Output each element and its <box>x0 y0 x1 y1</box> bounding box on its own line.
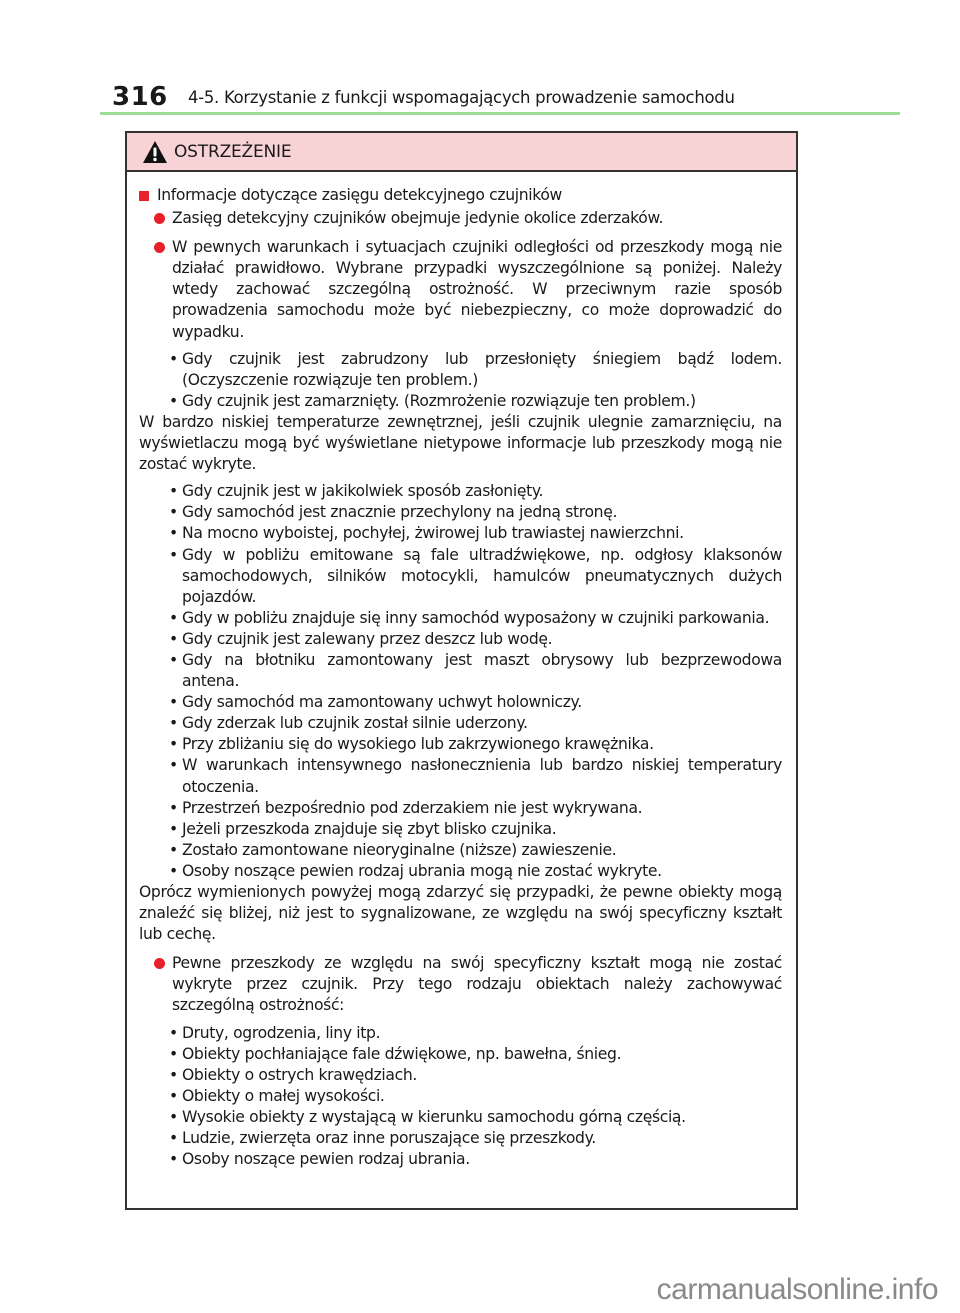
bullet-item: • Gdy zderzak lub czujnik został silnie uderzony. <box>169 714 528 733</box>
bullet-text: Osoby noszące pewien rodzaj ubrania. <box>182 1150 470 1169</box>
bullet-text: Jeżeli przeszkoda znajduje się zbyt blisko czujnika. <box>182 819 557 838</box>
bullet-item: • Druty, ogrodzenia, liny itp. <box>169 1023 381 1042</box>
bullet-item: • Przy zbliżaniu się do wysokiego lub zakrzywionego krawężnika. <box>169 735 654 754</box>
item-text: Pewne przeszkody ze względu na swój specyficzny kształt mogą nie zostać wykryte przez czujnik. Przy tego rodzaju obiektach należy zachowywać szczególną ostrożność: <box>172 954 782 1015</box>
warning-box <box>125 131 798 1210</box>
list-item <box>139 208 782 229</box>
bullet-text: Gdy samochód ma zamontowany uchwyt holowniczy. <box>182 693 582 712</box>
bullet-item: • Gdy w pobliżu znajduje się inny samochód wyposażony w czujniki parkowania. <box>169 608 770 627</box>
red-dot-icon <box>154 213 165 224</box>
bullet-text: W warunkach intensywnego nasłonecznienia lub bardzo niskiej temperatury otoczenia. <box>182 756 782 796</box>
bullet-item: • Wysokie obiekty z wystającą w kierunku samochodu górną częścią. <box>169 1107 686 1126</box>
warning-title: OSTRZEŻENIE <box>174 141 292 162</box>
bullet-item: • Jeżeli przeszkoda znajduje się zbyt blisko czujnika. <box>169 819 557 838</box>
bullet-item: • Zostało zamontowane nieoryginalne (niższe) zawieszenie. <box>169 840 617 859</box>
bullet-item: • Obiekty o ostrych krawędziach. <box>169 1065 417 1084</box>
warning-box-header <box>127 133 796 172</box>
bullet-text: Obiekty pochłaniające fale dźwiękowe, np. bawełna, śnieg. <box>182 1044 622 1063</box>
bullet-text: Przestrzeń bezpośrednio pod zderzakiem nie jest wykrywana. <box>182 798 643 817</box>
bullet-item: • Obiekty o małej wysokości. <box>169 1086 385 1105</box>
page-number: 316 <box>112 82 168 112</box>
bullet-item: • Przestrzeń bezpośrednio pod zderzakiem nie jest wykrywana. <box>169 798 643 817</box>
bullet-item: • Osoby noszące pewien rodzaj ubrania. <box>169 1150 470 1169</box>
section-title: 4-5. Korzystanie z funkcji wspomagających prowadzenie samochodu <box>188 88 735 107</box>
warning-triangle-icon <box>142 140 168 164</box>
paragraph-closer: Oprócz wymienionych powyżej mogą zdarzyć się przypadki, że pewne obiekty mogą znaleźć się bliżej, niż jest to sygnalizowane, ze względu na swój specyficzny kształt lub cechę. <box>139 883 782 944</box>
bullet-item: • Gdy czujnik jest w jakikolwiek sposób zasłonięty. <box>169 482 544 501</box>
bullet-item: • Gdy czujnik jest zalewany przez deszcz lub wodę. <box>169 629 553 648</box>
red-dot-icon <box>154 242 165 253</box>
bullet-text: Obiekty o małej wysokości. <box>182 1086 385 1105</box>
bullet-item: • Gdy czujnik jest zabrudzony lub przesłonięty śniegiem bądź lodem. (Oczyszczenie rozwiązuje ten problem.) <box>169 349 782 389</box>
bullet-item: • Gdy samochód ma zamontowany uchwyt holowniczy. <box>169 693 582 712</box>
bullet-item: • Gdy czujnik jest zamarznięty. (Rozmrożenie rozwiązuje ten problem.) <box>169 391 696 410</box>
bullet-item: • Gdy samochód jest znacznie przechylony na jedną stronę. <box>169 503 618 522</box>
bullet-item: • Osoby noszące pewien rodzaj ubrania mogą nie zostać wykryte. <box>169 861 662 880</box>
bullet-item: • Obiekty pochłaniające fale dźwiękowe, np. bawełna, śnieg. <box>169 1044 622 1063</box>
item-text: W pewnych warunkach i sytuacjach czujniki odległości od przeszkody mogą nie działać prawidłowo. Wybrane przypadki wyszczególnione są poniżej. Należy wtedy zachować szczególną ostrożność. W przeciwnym razie sposób prowadzenia samochodu może być niebezpieczny, co może doprowadzić do wypadku. <box>172 238 782 341</box>
watermark: carmanualsonline.info <box>656 1273 938 1306</box>
bullet-text: Gdy samochód jest znacznie przechylony na jedną stronę. <box>182 503 618 522</box>
bullet-item: • Ludzie, zwierzęta oraz inne poruszające się przeszkody. <box>169 1129 596 1148</box>
bullet-text: Gdy w pobliżu znajduje się inny samochód wyposażony w czujniki parkowania. <box>182 608 770 627</box>
warning-content <box>127 172 796 1170</box>
bullet-text: Gdy czujnik jest zamarznięty. (Rozmrożenie rozwiązuje ten problem.) <box>182 391 696 410</box>
bullet-text: Wysokie obiekty z wystającą w kierunku samochodu górną częścią. <box>182 1107 686 1126</box>
list-item <box>139 237 782 342</box>
bullet-text: Zostało zamontowane nieoryginalne (niższe) zawieszenie. <box>182 840 617 859</box>
bullet-text: Na mocno wyboistej, pochyłej, żwirowej lub trawiastej nawierzchni. <box>182 524 684 543</box>
bullet-text: Ludzie, zwierzęta oraz inne poruszające się przeszkody. <box>182 1129 596 1148</box>
list-item <box>139 953 782 1016</box>
bullet-text: Osoby noszące pewien rodzaj ubrania mogą nie zostać wykryte. <box>182 861 662 880</box>
header-rule <box>100 112 900 115</box>
bullet-text: Obiekty o ostrych krawędziach. <box>182 1065 417 1084</box>
red-dot-icon <box>154 958 165 969</box>
bullet-text: Gdy na błotniku zamontowany jest maszt obrysowy lub bezprzewodowa antena. <box>182 650 782 691</box>
bullet-item: • Na mocno wyboistej, pochyłej, żwirowej lub trawiastej nawierzchni. <box>169 524 684 543</box>
bullet-text: Gdy zderzak lub czujnik został silnie uderzony. <box>182 714 528 733</box>
item-text: Zasięg detekcyjny czujników obejmuje jedynie okolice zderzaków. <box>172 209 664 228</box>
subsection-heading-text: Informacje dotyczące zasięgu detekcyjnego czujników <box>157 186 562 204</box>
bullet-item: • Gdy w pobliżu emitowane są fale ultradźwiękowe, np. odgłosy klaksonów samochodowych, silników motocykli, hamulców pneumatycznych dużych pojazdów. <box>169 545 782 606</box>
bullet-item: • W warunkach intensywnego nasłonecznienia lub bardzo niskiej temperatury otoczenia. <box>169 756 782 796</box>
bullet-text: Przy zbliżaniu się do wysokiego lub zakrzywionego krawężnika. <box>182 735 654 754</box>
bullet-text: Gdy w pobliżu emitowane są fale ultradźwiękowe, np. odgłosy klaksonów samochodowych, silników motocykli, hamulców pneumatycznych dużych pojazdów. <box>182 545 782 606</box>
bullet-text: Gdy czujnik jest zalewany przez deszcz lub wodę. <box>182 629 553 648</box>
bullet-text: Gdy czujnik jest zabrudzony lub przesłonięty śniegiem bądź lodem. (Oczyszczenie rozwiązuje ten problem.) <box>182 349 782 389</box>
bullet-text: Druty, ogrodzenia, liny itp. <box>182 1023 381 1042</box>
paragraph-freeze: W bardzo niskiej temperaturze zewnętrznej, jeśli czujnik ulegnie zamarznięciu, na wyświetlaczu mogą być wyświetlane nietypowe informacje lub przeszkody mogą nie zostać wykryte. <box>139 412 782 474</box>
red-square-icon <box>139 191 149 201</box>
subsection-heading <box>139 185 782 206</box>
bullet-text: Gdy czujnik jest w jakikolwiek sposób zasłonięty. <box>182 482 544 501</box>
bullet-item: • Gdy na błotniku zamontowany jest maszt obrysowy lub bezprzewodowa antena. <box>169 650 782 691</box>
